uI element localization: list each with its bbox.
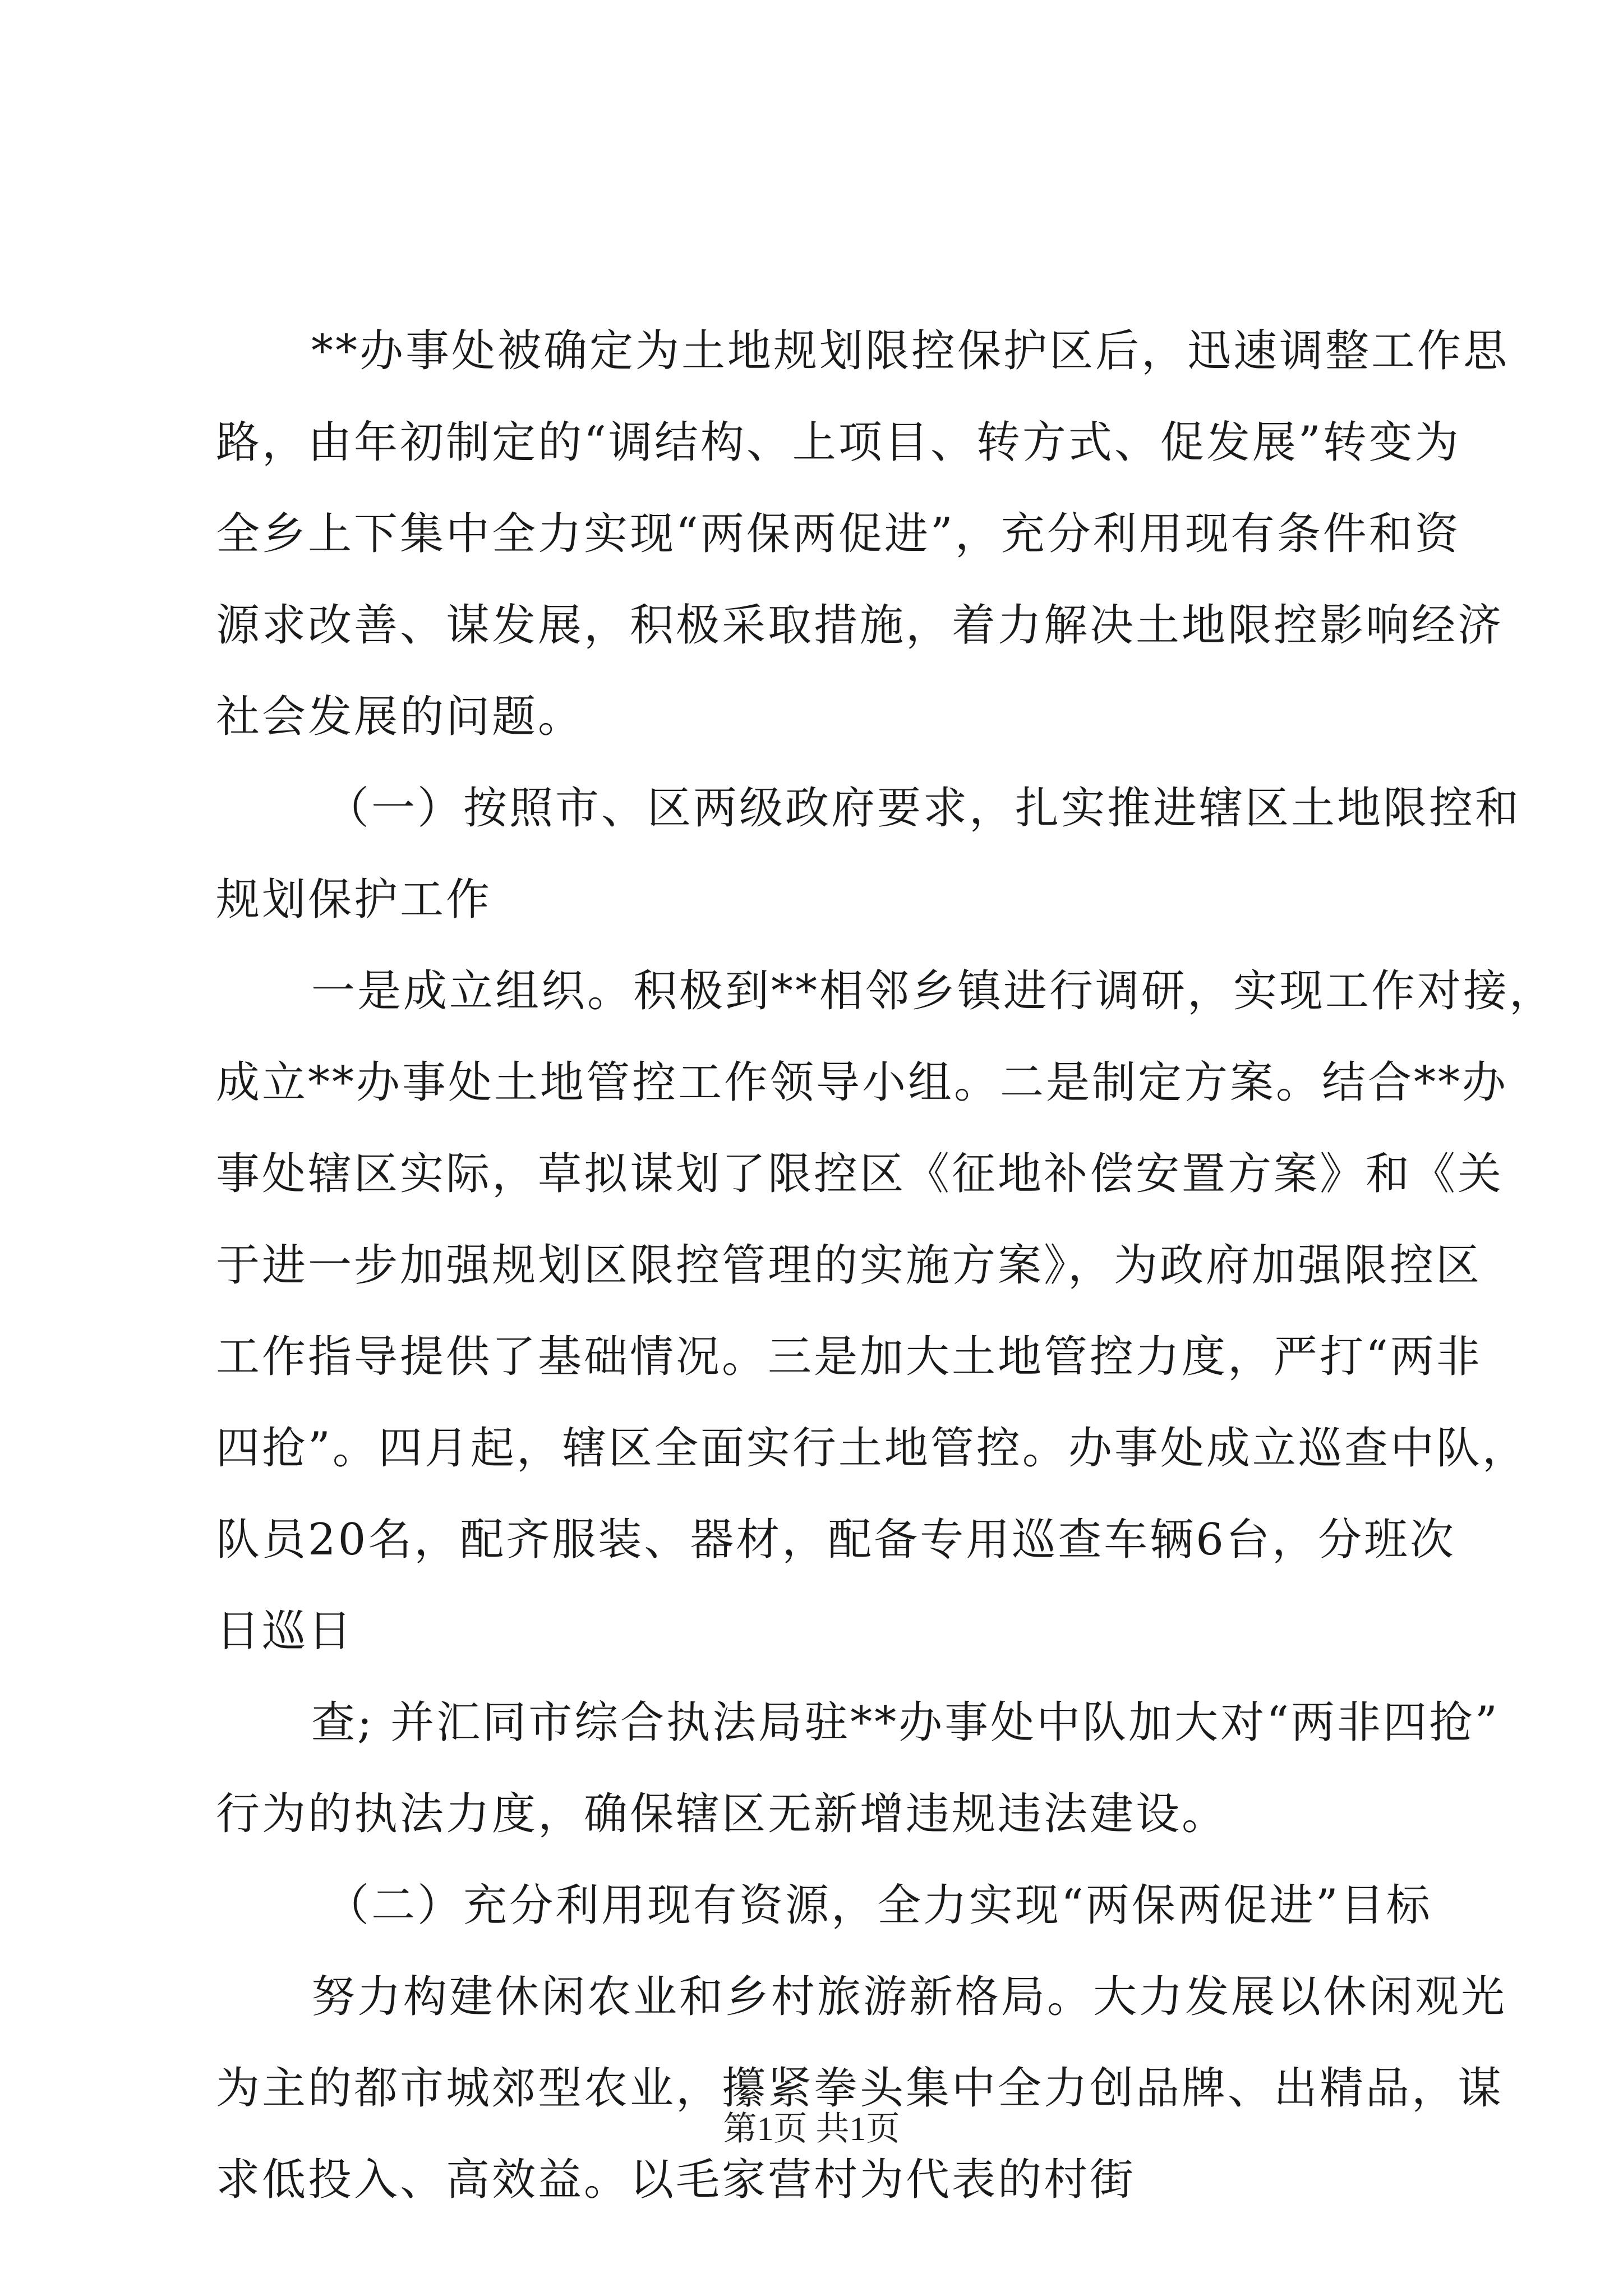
text-line: 行为的执法力度，确保辖区无新增违规违法建设。: [216, 1789, 1228, 1839]
text-line: 全乡上下集中全力实现“两保两促进”，充分利用现有条件和资: [216, 509, 1461, 559]
section-heading-1-cont: 规划保护工作: [216, 875, 492, 925]
text-line: 队员20名，配齐服装、器材，配备专用巡查车辆6台，分班次: [216, 1515, 1456, 1565]
text-line: 路，由年初制定的“调结构、上项目、转方式、促发展”转变为: [216, 417, 1461, 468]
text-line: 成立**办事处土地管控工作领导小组。二是制定方案。结合**办: [216, 1057, 1509, 1108]
text-line: 努力构建休闲农业和乡村旅游新格局。大力发展以休闲观光: [311, 1972, 1507, 2022]
text-line: 工作指导提供了基础情况。三是加大土地管控力度，严打“两非: [216, 1332, 1482, 1382]
document-body: [216, 306, 1556, 2226]
text-line: 四抢”。四月起，辖区全面实行土地管控。办事处成立巡查中队，: [216, 1423, 1528, 1474]
section-heading-2: （二）充分利用现有资源，全力实现“两保两促进”目标: [325, 1880, 1432, 1931]
text-line: 查; 并汇同市综合执法局驻**办事处中队加大对“两非四抢”: [311, 1697, 1500, 1748]
section-heading-1: （一）按照市、区两级政府要求，扎实推进辖区土地限控和: [325, 783, 1521, 834]
text-line: 为主的都市城郊型农业，攥紧拳头集中全力创品牌、出精品，谋: [216, 2063, 1504, 2114]
text-line: 事处辖区实际，草拟谋划了限控区《征地补偿安置方案》和《关: [216, 1149, 1504, 1199]
text-line: 于进一步加强规划区限控管理的实施方案》，为政府加强限控区: [216, 1240, 1482, 1291]
text-line: 求低投入、高效益。以毛家营村为代表的村街: [216, 2155, 1136, 2205]
text-line: **办事处被确定为土地规划限控保护区后，迅速调整工作思: [311, 326, 1510, 376]
page-footer: [0, 2106, 1623, 2151]
text-line: 一是成立组织。积极到**相邻乡镇进行调研，实现工作对接，: [311, 966, 1556, 1016]
text-line: 日巡日: [216, 1606, 354, 1657]
page-number-label: 第1页 共1页: [723, 2110, 900, 2147]
text-line: 源求改善、谋发展，积极采取措施，着力解决土地限控影响经济: [216, 600, 1504, 651]
text-line: 社会发展的问题。: [216, 692, 584, 742]
